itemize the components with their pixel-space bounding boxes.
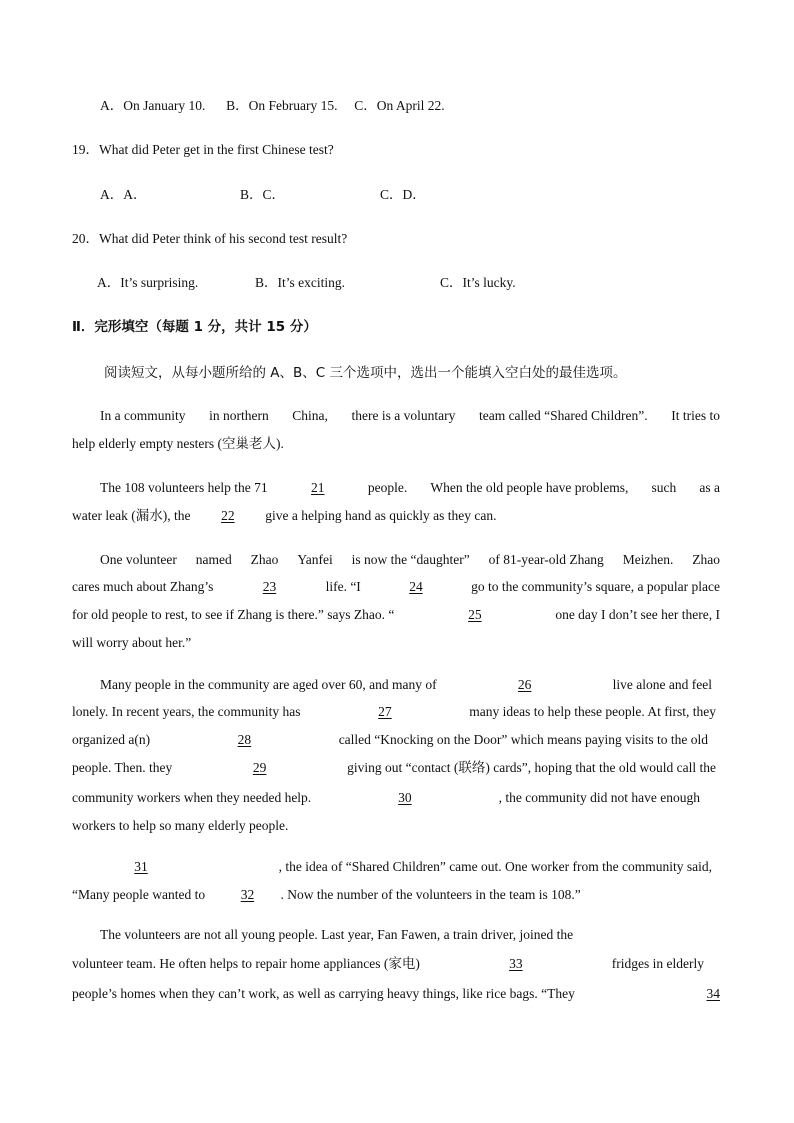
text-run: as a: [699, 480, 720, 495]
passage-p6-line2: [72, 955, 704, 973]
blank-24: 24: [409, 579, 423, 594]
q20-question: 20．What did Peter think of his second test result?: [72, 231, 348, 246]
passage-p4-line6: workers to help so many elderly people.: [72, 818, 289, 833]
passage-p1-line2: help elderly empty nesters (空巢老人).: [72, 436, 284, 451]
text-run: of 81-year-old Zhang: [488, 552, 604, 567]
passage-p4-line2: [72, 703, 716, 721]
text-run: One volunteer: [100, 552, 177, 567]
blank-34: 34: [706, 986, 720, 1001]
text-run: . Now the number of the volunteers in the team is 108.”: [280, 887, 581, 902]
text-run: The 108 volunteers help the 71: [100, 480, 268, 495]
text-run: is now the “daughter”: [351, 552, 470, 567]
q18-options: [100, 97, 520, 115]
blank-33: 33: [509, 956, 523, 971]
text-run: It tries to: [671, 408, 720, 423]
text-run: in northern: [209, 408, 269, 423]
passage-p6-line1: The volunteers are not all young people. Last year, Fan Fawen, a train driver, joined the: [100, 927, 574, 942]
text-run: Zhao: [692, 552, 720, 567]
q19-question: 19．What did Peter get in the first Chinese test?: [72, 142, 334, 157]
blank-22: 22: [221, 508, 235, 523]
passage-p3-line4: will worry about her.”: [72, 635, 192, 650]
text-run: Zhao: [250, 552, 279, 567]
blank-32: 32: [240, 887, 255, 902]
q18-option-b: B．On February 15.: [226, 98, 338, 113]
q20-option-a: A．It’s surprising.: [97, 275, 199, 290]
passage-p5-line2: [72, 886, 581, 904]
text-run: China,: [292, 408, 328, 423]
passage-p1-line1: [100, 407, 720, 425]
text-run: , the community did not have enough: [498, 790, 700, 805]
text-run: volunteer team. He often helps to repair home appliances (家电): [72, 956, 420, 971]
text-run: organized a(n): [72, 732, 151, 747]
passage-p3-line2: [72, 578, 720, 596]
q19-option-b: B．C．: [240, 187, 286, 202]
text-run: cares much about Zhang’s: [72, 579, 214, 594]
text-run: one day I don’t see her there, I: [555, 607, 720, 622]
text-run: team called “Shared Children”.: [478, 408, 648, 423]
blank-30: 30: [398, 790, 412, 805]
text-run: many ideas to help these people. At first, they: [469, 704, 716, 719]
text-run: there is a voluntary: [351, 408, 456, 423]
text-run: live alone and feel: [612, 677, 712, 692]
text-run: go to the community’s square, a popular place: [471, 579, 720, 594]
q18-option-a: A．On January 10.: [100, 98, 206, 113]
text-run: water leak (漏水), the: [72, 508, 191, 523]
q18-option-c: C．On April 22.: [354, 98, 445, 113]
q19-option-a: A．A．: [100, 187, 147, 202]
text-run: people. Then. they: [72, 760, 173, 775]
text-run: life. “I: [325, 579, 361, 594]
text-run: Many people in the community are aged over 60, and many of: [100, 677, 437, 692]
passage-p6-line3: [72, 985, 720, 1003]
text-run: named: [195, 552, 232, 567]
text-run: people.: [367, 480, 408, 495]
q20-option-c: C．It’s lucky.: [440, 275, 516, 290]
blank-26: 26: [517, 677, 532, 692]
text-run: Meizhen.: [622, 552, 674, 567]
passage-p2-line1: [100, 479, 720, 497]
text-run: giving out “contact (联络) cards”, hoping that the old would call the: [347, 760, 716, 775]
text-run: people’s homes when they can’t work, as well as carrying heavy things, like rice bags. “They: [72, 986, 575, 1001]
text-run: In a community: [100, 408, 186, 423]
section-2-title: Ⅱ．完形填空（每题 1 分，共计 15 分）: [72, 319, 317, 335]
text-run: , the idea of “Shared Children” came out. One worker from the community said,: [278, 859, 712, 874]
blank-23: 23: [262, 579, 277, 594]
text-run: Yanfei: [297, 552, 333, 567]
text-run: fridges in elderly: [611, 956, 704, 971]
passage-p2-line2: [72, 507, 497, 525]
blank-29: 29: [252, 760, 267, 775]
passage-p3-line3: [72, 606, 720, 624]
passage-p4-line1: [100, 676, 712, 694]
blank-25: 25: [468, 607, 482, 622]
text-run: for old people to rest, to see if Zhang is there.” says Zhao. “: [72, 607, 395, 622]
text-run: give a helping hand as quickly as they can.: [265, 508, 497, 523]
blank-31: 31: [134, 859, 148, 874]
text-run: lonely. In recent years, the community has: [72, 704, 301, 719]
q20-option-b: B．It’s exciting.: [255, 275, 345, 290]
text-run: “Many people wanted to: [72, 887, 206, 902]
section-2-instruction: 阅读短文，从每小题所给的 A、B、C 三个选项中，选出一个能填入空白处的最佳选项。: [104, 365, 627, 381]
blank-21: 21: [310, 480, 325, 495]
blank-28: 28: [237, 732, 252, 747]
q19-option-c: C．D．: [380, 187, 426, 202]
blank-27: 27: [378, 704, 392, 719]
text-run: When the old people have problems,: [430, 480, 629, 495]
passage-p4-line3: [72, 731, 708, 749]
text-run: called “Knocking on the Door” which means paying visits to the old: [338, 732, 708, 747]
passage-p3-line1: [100, 551, 720, 569]
text-run: community workers when they needed help.: [72, 790, 312, 805]
passage-p4-line5: [72, 789, 700, 807]
passage-p5-line1: [106, 858, 712, 876]
text-run: such: [651, 480, 677, 495]
passage-p4-line4: [72, 759, 716, 777]
